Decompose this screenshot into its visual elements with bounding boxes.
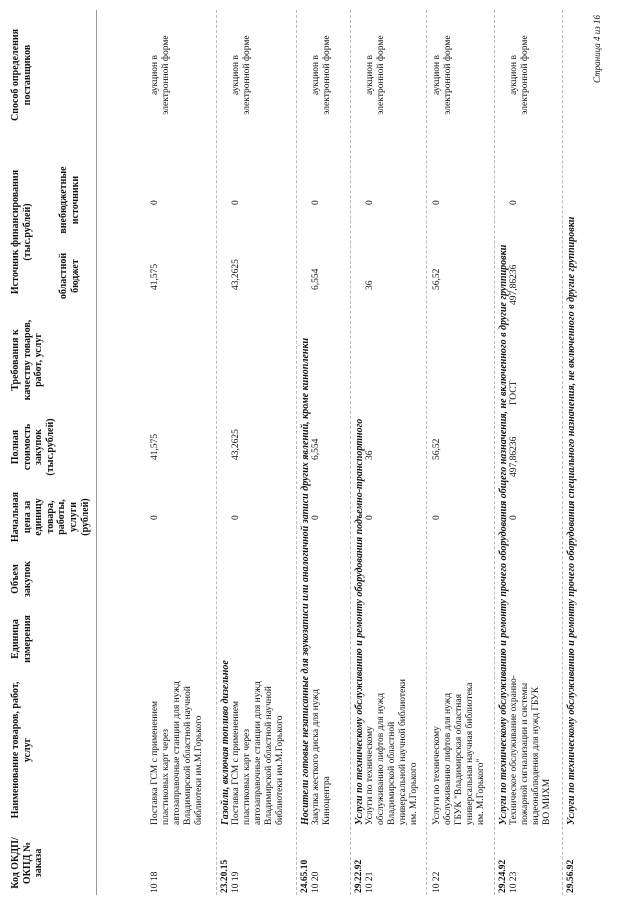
col-header-code: Код ОКДП/ ОКПД № заказа — [10, 837, 44, 889]
row-code: 10 22 — [432, 871, 442, 893]
row-name: Услуги по техническому обслуживанию лифтов для нужд Владимирской областной универсальной научной библиотеки им. М.Горького — [365, 679, 419, 825]
col-header-source: Источник финансирования (тыс.рублей) — [10, 169, 33, 295]
row-full-cost: 497,86236 — [509, 436, 519, 477]
row-source-regional: 6,554 — [311, 268, 321, 290]
row-requirements: ГОСТ — [509, 380, 519, 405]
col-header-requirements: Требования к качеству товаров, работ, услуг — [10, 319, 44, 401]
row-divider — [562, 10, 563, 895]
col-header-method: Способ определения поставщиков — [10, 28, 33, 122]
row-method: аукцион в электронной форме — [150, 35, 171, 115]
row-source-regional: 41,575 — [150, 263, 160, 290]
row-code: 10 18 — [150, 871, 160, 893]
row-code: 10 19 — [231, 871, 241, 893]
group-title: Носители готовые незаписанные для звукозаписи или аналогичной записи других явлений, кроме кинопленки — [300, 337, 311, 825]
group-code: 29.56.92 — [566, 859, 576, 893]
row-source-regional: 36 — [365, 280, 375, 290]
row-source-extra: 0 — [509, 200, 519, 205]
row-method: аукцион в электронной форме — [231, 35, 252, 115]
page-number: Страница 4 из 16 — [592, 15, 602, 83]
group-title: Газойли, включая топливо дизельное — [220, 660, 231, 825]
group-code: 24.65.10 — [300, 859, 310, 893]
row-name: Поставка ГСМ с применением пластиковых карт через автозаправочные станции для нужд Владимирской областной научной библиотеки им.М.Горького — [231, 681, 285, 825]
row-divider — [216, 10, 217, 895]
col-header-init-price-sub: услуги (рублей) — [68, 498, 91, 536]
row-full-cost: 36 — [365, 450, 375, 460]
row-name: Техническое обслуживание охранно-пожарной сигнализации и системы видеонаблюдения для нужд ГБУК ВО МИХМ — [509, 675, 552, 825]
row-source-regional: 497,86236 — [509, 264, 519, 305]
group-title: Услуги по техническому обслуживанию и ремонту оборудования подъемно-транспортного — [354, 418, 365, 825]
row-divider — [296, 10, 297, 895]
row-name: Услуги по техническому обслуживанию лифтов для нужд ГБУК "Владимирская областная универсальная научная библиотека им. М.Горького" — [432, 682, 486, 825]
col-header-init-price: Начальная цена за единицу товара, работы, — [10, 491, 67, 543]
row-name: Поставка ГСМ с применением пластиковых карт через автозаправочные станции для нужд Владимирской областной научной библиотеки им.М.Горького — [150, 681, 204, 825]
group-title: Услуги по техническому обслуживанию и ремонту прочего оборудования общего назначения, не включенного в другие группировки — [498, 244, 509, 825]
row-full-cost: 56,52 — [432, 438, 442, 460]
row-source-extra: 0 — [365, 200, 375, 205]
col-header-source-regional: областной бюджет — [58, 252, 81, 300]
row-method: аукцион в электронной форме — [432, 35, 453, 115]
row-divider — [426, 10, 427, 895]
row-source-extra: 0 — [231, 200, 241, 205]
row-full-cost: 6,554 — [311, 438, 321, 460]
row-method: аукцион в электронной форме — [311, 35, 332, 115]
col-header-full-cost: Полная стоимость закупок (тыс.рублей) — [10, 418, 56, 476]
group-code: 29.22.92 — [354, 859, 364, 893]
row-divider — [350, 10, 351, 895]
row-source-extra: 0 — [150, 200, 160, 205]
row-full-cost: 43,2625 — [231, 429, 241, 460]
row-method: аукцион в электронной форме — [509, 35, 530, 115]
row-full-cost: 41,575 — [150, 433, 160, 460]
row-source-regional: 56,52 — [432, 268, 442, 290]
row-init-price: 0 — [231, 515, 241, 520]
group-code: 29.24.92 — [498, 859, 508, 893]
row-code: 10 23 — [509, 871, 519, 893]
group-code: 23.20.15 — [220, 859, 230, 893]
col-header-name: Наименование товаров, работ, услуг — [10, 681, 33, 819]
col-header-volume: Объем закупок — [10, 560, 33, 598]
header-divider — [96, 10, 97, 895]
row-code: 10 21 — [365, 871, 375, 893]
row-method: аукцион в электронной форме — [365, 35, 386, 115]
group-title: Услуги по техническому обслуживанию и ремонту прочего оборудования специального назначения, не включенного в другие группировки — [566, 216, 577, 825]
row-init-price: 0 — [509, 515, 519, 520]
row-divider — [494, 10, 495, 895]
row-init-price: 0 — [311, 515, 321, 520]
row-source-extra: 0 — [432, 200, 442, 205]
row-init-price: 0 — [432, 515, 442, 520]
row-name: Закупка жесткого диска для нужд Киноцентра — [311, 689, 332, 825]
row-init-price: 0 — [150, 515, 160, 520]
row-init-price: 0 — [365, 515, 375, 520]
col-header-source-extra: внебюджетные источники — [58, 166, 81, 234]
row-code: 10 20 — [311, 871, 321, 893]
row-source-extra: 0 — [311, 200, 321, 205]
col-header-unit: Единица измерения — [10, 615, 33, 663]
row-source-regional: 43,2625 — [231, 259, 241, 290]
